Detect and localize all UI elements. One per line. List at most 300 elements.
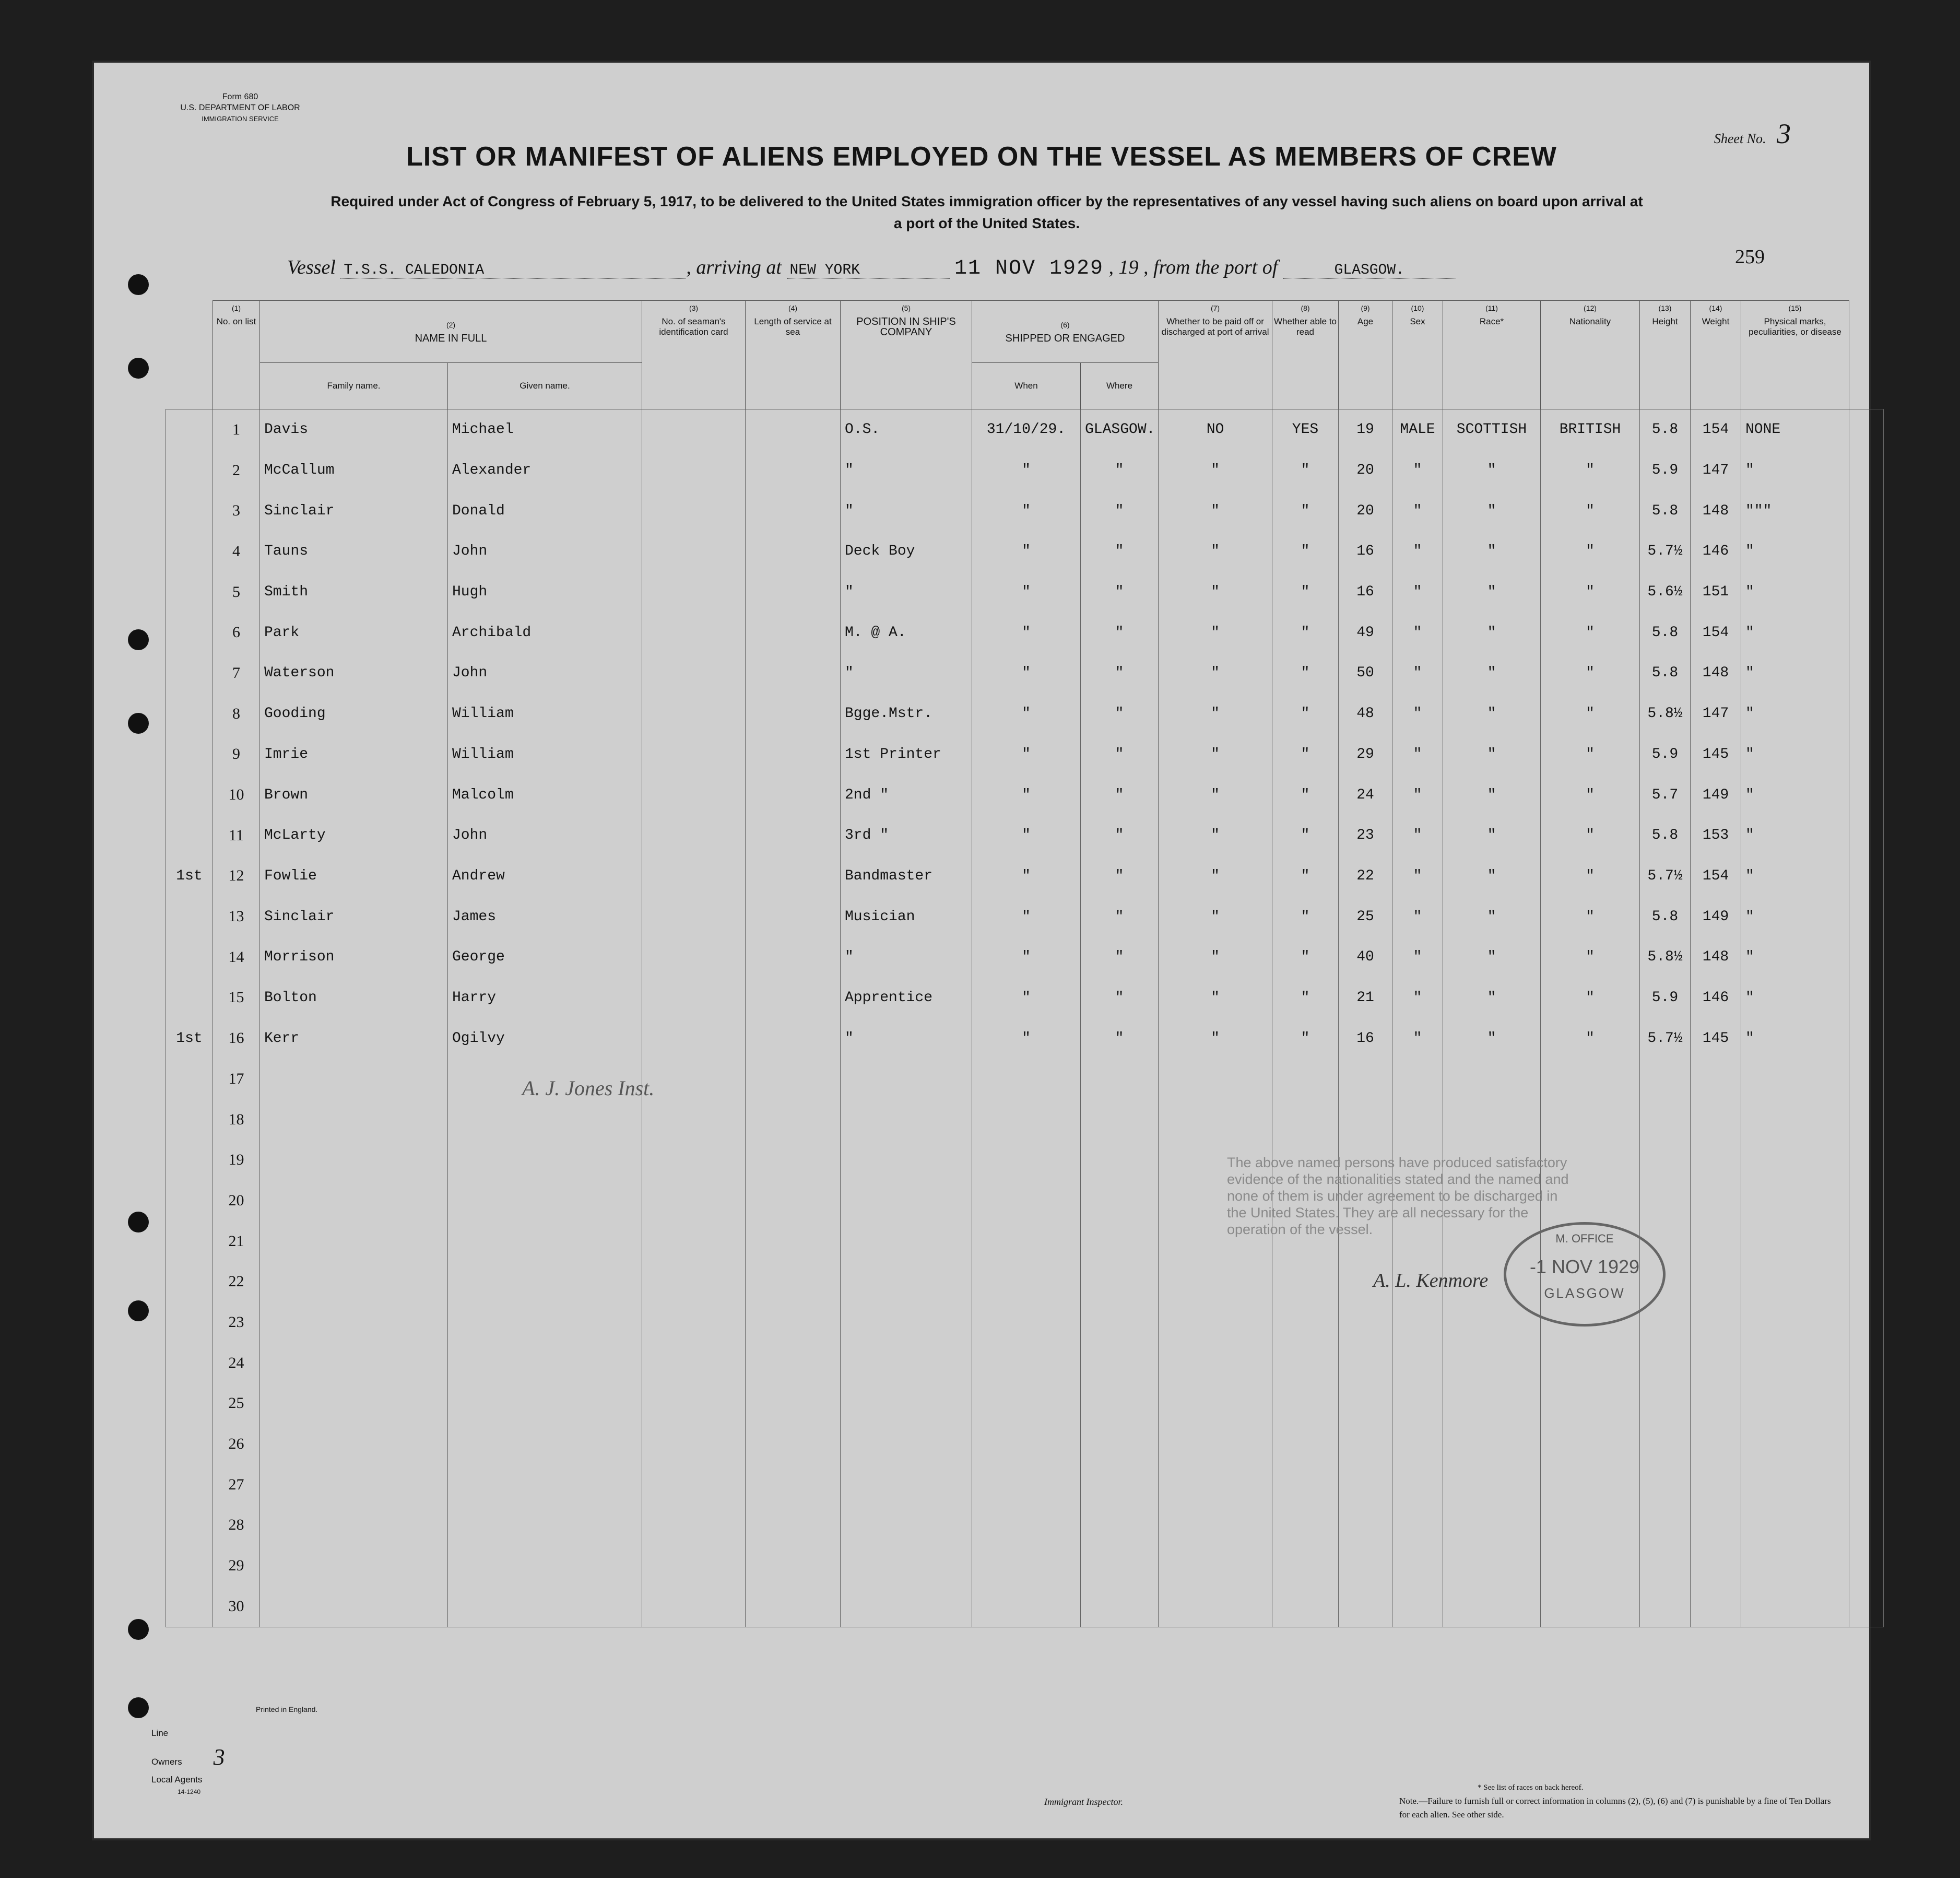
cell-marks: NONE [1741,409,1849,450]
cell-read: " [1272,937,1339,978]
cell-where [1081,1261,1159,1302]
cell-height [1640,1180,1691,1221]
cell-read: " [1272,734,1339,775]
cell-note: 1st [166,1018,213,1059]
cell-marks [1741,1545,1849,1586]
cell-nationality [1541,1099,1640,1140]
cell-read [1272,1424,1339,1464]
cell-blank [1849,1059,1884,1099]
page-number: 259 [1735,246,1765,268]
certification-text: The above named persons have produced satisfactory evidence of the nationalities stated and the named and none of them is under agreement to be discharged in the United States. They are all necessary for the operation of the vessel. [1227,1155,1569,1237]
cell-paid: " [1159,612,1272,653]
cell-family [260,1343,448,1383]
cell-where [1081,1464,1159,1505]
cell-svc [746,1099,841,1140]
cell-age [1339,1545,1392,1586]
cell-read [1272,1099,1339,1140]
cell-marks: " [1741,653,1849,694]
cell-given [448,1424,642,1464]
cell-height: 5.7½ [1640,856,1691,897]
cell-when: " [972,774,1081,815]
cell-svc [746,815,841,856]
cell-position [841,1343,972,1383]
cell-family [260,1099,448,1140]
cell-where: " [1081,612,1159,653]
table-row [166,531,1884,572]
cell-height [1640,1464,1691,1505]
table-row-empty [166,1099,1884,1140]
agents-code: 14-1240 [178,1788,201,1795]
cell-where: " [1081,978,1159,1018]
cell-note [166,1424,213,1464]
cell-when [972,1545,1081,1586]
cell-age: 50 [1339,653,1392,694]
cell-read: " [1272,450,1339,491]
cell-position [841,1505,972,1546]
cell-age: 24 [1339,774,1392,815]
cell-weight: 154 [1691,856,1741,897]
cell-height: 5.8½ [1640,694,1691,734]
cell-weight: 148 [1691,937,1741,978]
cell-note: 1st [166,856,213,897]
cell-blank [1849,1424,1884,1464]
page-subtitle: Required under Act of Congress of February 5, 1917, to be delivered to the United States immigration officer by the representatives of any vessel having such aliens on board upon arrival at a port of the United States. [330,193,1643,231]
cell-race: " [1443,653,1541,694]
cell-card [642,653,746,694]
cell-card [642,734,746,775]
table-row-empty [166,1424,1884,1464]
table-row-empty [166,1180,1884,1221]
cell-no: 29 [213,1545,260,1586]
cell-when: " [972,1018,1081,1059]
cell-family: Bolton [260,978,448,1018]
cell-card [642,937,746,978]
cell-family: Tauns [260,531,448,572]
cell-no: 23 [213,1302,260,1343]
cell-height: 5.8 [1640,612,1691,653]
cell-svc [746,774,841,815]
cell-race [1443,1424,1541,1464]
printed-in: Printed in England. [256,1705,318,1713]
cell-card [642,1140,746,1180]
cell-no: 21 [213,1221,260,1262]
cell-weight: 145 [1691,734,1741,775]
cell-blank [1849,1180,1884,1221]
cell-card [642,1018,746,1059]
binder-hole [128,713,149,734]
table-row-empty [166,1140,1884,1180]
cell-when [972,1586,1081,1627]
cell-no: 9 [213,734,260,775]
table-row [166,694,1884,734]
cell-when: " [972,734,1081,775]
cell-age: 29 [1339,734,1392,775]
cell-height: 5.9 [1640,978,1691,1018]
cell-given: Hugh [448,572,642,613]
cell-given: Donald [448,490,642,531]
cell-weight: 147 [1691,450,1741,491]
cell-where: " [1081,734,1159,775]
cell-where: " [1081,572,1159,613]
inspector-signature: A. J. Jones Inst. [522,1076,655,1100]
cell-no: 6 [213,612,260,653]
table-row [166,612,1884,653]
cell-sex [1392,1505,1443,1546]
inspector-label: Immigrant Inspector. [1044,1797,1123,1807]
table-row [166,572,1884,613]
cell-no: 2 [213,450,260,491]
cell-paid: " [1159,694,1272,734]
cell-marks [1741,1383,1849,1424]
arrival-port: NEW YORK [787,262,950,279]
cell-read: " [1272,531,1339,572]
cell-family: Morrison [260,937,448,978]
footnotes [1399,1781,1843,1822]
cell-position: " [841,1018,972,1059]
cell-no: 4 [213,531,260,572]
cell-race [1443,1343,1541,1383]
cell-note [166,1586,213,1627]
cell-age [1339,1059,1392,1099]
cell-weight [1691,1464,1741,1505]
cell-read [1272,1505,1339,1546]
binder-hole [128,1212,149,1233]
cell-no: 18 [213,1099,260,1140]
cell-position [841,1464,972,1505]
cell-family: Kerr [260,1018,448,1059]
cell-card [642,1586,746,1627]
cell-position [841,1261,972,1302]
cell-nationality: " [1541,694,1640,734]
cell-nationality [1541,1586,1640,1627]
cell-sex: " [1392,450,1443,491]
cell-note [166,1505,213,1546]
cell-height: 5.7½ [1640,531,1691,572]
cell-read: YES [1272,409,1339,450]
cell-paid: " [1159,815,1272,856]
footer-left [151,1697,317,1798]
cell-race [1443,1099,1541,1140]
cell-blank [1849,856,1884,897]
cell-paid [1159,1343,1272,1383]
cell-svc [746,1343,841,1383]
cell-marks: " [1741,572,1849,613]
cell-marks [1741,1180,1849,1221]
cell-where [1081,1180,1159,1221]
cell-age: 19 [1339,409,1392,450]
cell-where: " [1081,490,1159,531]
table-row-empty [166,1059,1884,1099]
table-row-empty [166,1343,1884,1383]
cell-svc [746,856,841,897]
cell-where [1081,1140,1159,1180]
cell-when: " [972,653,1081,694]
cell-age: 16 [1339,531,1392,572]
cell-sex: " [1392,774,1443,815]
cell-nationality: " [1541,978,1640,1018]
cell-when: " [972,450,1081,491]
cell-paid [1159,1505,1272,1546]
cell-when [972,1099,1081,1140]
cell-family [260,1180,448,1221]
cell-marks: " [1741,734,1849,775]
cell-position [841,1545,972,1586]
service: IMMIGRATION SERVICE [202,115,279,123]
cell-where [1081,1383,1159,1424]
cell-svc [746,1140,841,1180]
table-row [166,409,1884,450]
cell-age [1339,1505,1392,1546]
cell-paid: " [1159,896,1272,937]
cell-sex: " [1392,937,1443,978]
cell-where [1081,1099,1159,1140]
agents-label: Local Agents [151,1775,203,1785]
cell-when [972,1221,1081,1262]
cell-card [642,815,746,856]
cell-position: 3rd " [841,815,972,856]
cell-age [1339,1383,1392,1424]
cell-position [841,1140,972,1180]
glasgow-office-stamp [1504,1222,1666,1327]
cell-svc [746,896,841,937]
cell-sex: " [1392,856,1443,897]
cell-svc [746,1180,841,1221]
cell-no: 30 [213,1586,260,1627]
col-shipped-header: (6) SHIPPED OR ENGAGED [972,301,1159,363]
col-family-name-header: Family name. [260,363,448,409]
cell-note [166,694,213,734]
cell-weight [1691,1261,1741,1302]
cell-blank [1849,978,1884,1018]
cell-card [642,572,746,613]
binder-hole [128,1697,149,1718]
cell-when [972,1424,1081,1464]
cell-svc [746,1464,841,1505]
cell-sex: " [1392,694,1443,734]
cell-height: 5.9 [1640,450,1691,491]
cell-race: " [1443,978,1541,1018]
cell-read: " [1272,774,1339,815]
cell-where: " [1081,856,1159,897]
cell-given [448,1261,642,1302]
cell-weight: 154 [1691,409,1741,450]
cell-note [166,1545,213,1586]
cell-given: John [448,531,642,572]
cell-sex: " [1392,572,1443,613]
cell-paid [1159,1383,1272,1424]
cell-when [972,1140,1081,1180]
cell-given: Ogilvy [448,1018,642,1059]
cell-family [260,1261,448,1302]
form-header [162,91,318,124]
cell-given: George [448,937,642,978]
cell-age [1339,1586,1392,1627]
cell-card [642,856,746,897]
cell-sex: " [1392,612,1443,653]
cell-position: " [841,653,972,694]
cell-sex: " [1392,490,1443,531]
cell-weight [1691,1302,1741,1343]
cell-position [841,1302,972,1343]
cell-race: " [1443,856,1541,897]
cell-svc [746,653,841,694]
cell-race [1443,1464,1541,1505]
cell-weight [1691,1343,1741,1383]
cell-weight: 145 [1691,1018,1741,1059]
cell-nationality: " [1541,937,1640,978]
cell-weight [1691,1424,1741,1464]
cell-card [642,490,746,531]
vessel-name: T.S.S. CALEDONIA [340,262,686,279]
cell-race: " [1443,612,1541,653]
cell-where [1081,1586,1159,1627]
cell-read: " [1272,1018,1339,1059]
cell-age [1339,1099,1392,1140]
cell-svc [746,531,841,572]
cell-given [448,1586,642,1627]
cell-marks [1741,1221,1849,1262]
cell-svc [746,694,841,734]
col-name-header: (2) NAME IN FULL [260,301,642,363]
cell-height [1640,1140,1691,1180]
cell-marks: " [1741,896,1849,937]
cell-where [1081,1221,1159,1262]
cell-race [1443,1505,1541,1546]
cell-when: " [972,937,1081,978]
cell-blank [1849,1140,1884,1180]
cell-where: " [1081,450,1159,491]
cell-blank [1849,450,1884,491]
cell-family [260,1140,448,1180]
cell-sex: " [1392,1018,1443,1059]
cell-marks: " [1741,694,1849,734]
cell-read: " [1272,896,1339,937]
cell-no: 24 [213,1343,260,1383]
cell-card [642,450,746,491]
cell-sex: " [1392,815,1443,856]
cell-no: 16 [213,1018,260,1059]
cell-weight [1691,1505,1741,1546]
cell-paid: " [1159,937,1272,978]
cell-where: " [1081,1018,1159,1059]
cell-blank [1849,1586,1884,1627]
cell-height: 5.8 [1640,896,1691,937]
cell-given: William [448,734,642,775]
cell-family [260,1383,448,1424]
cell-family: Imrie [260,734,448,775]
cell-position: Apprentice [841,978,972,1018]
owners-label: Owners [151,1757,182,1767]
cell-when [972,1383,1081,1424]
cell-blank [1849,1099,1884,1140]
cell-no: 14 [213,937,260,978]
col-height-header: (13) Height [1640,301,1691,409]
cell-svc [746,490,841,531]
cell-age [1339,1302,1392,1343]
cell-family: Sinclair [260,896,448,937]
cell-no: 5 [213,572,260,613]
cell-height [1640,1505,1691,1546]
cell-where: " [1081,815,1159,856]
cell-age: 16 [1339,1018,1392,1059]
cell-when [972,1261,1081,1302]
cell-position [841,1424,972,1464]
cell-blank [1849,490,1884,531]
cell-family: McLarty [260,815,448,856]
cell-paid: NO [1159,409,1272,450]
cell-note [166,1221,213,1262]
cell-read: " [1272,856,1339,897]
cell-age: 20 [1339,450,1392,491]
cell-given: William [448,694,642,734]
cell-where [1081,1059,1159,1099]
cell-sex: " [1392,734,1443,775]
table-row [166,978,1884,1018]
cell-given: Alexander [448,450,642,491]
cell-blank [1849,937,1884,978]
cell-no: 28 [213,1505,260,1546]
cell-svc [746,978,841,1018]
cell-sex [1392,1099,1443,1140]
cell-read [1272,1302,1339,1343]
cell-note [166,815,213,856]
cell-position [841,1180,972,1221]
cell-note [166,1140,213,1180]
cell-no: 25 [213,1383,260,1424]
cell-age: 23 [1339,815,1392,856]
cell-family [260,1059,448,1099]
cell-position: " [841,937,972,978]
cell-marks: " [1741,612,1849,653]
crew-manifest-table [166,300,1884,1627]
cell-paid [1159,1261,1272,1302]
year-label: , 19 [1108,256,1139,278]
cell-no: 22 [213,1261,260,1302]
cell-given [448,1302,642,1343]
sheet-label: Sheet No. [1714,131,1766,146]
cell-card [642,1180,746,1221]
cell-note [166,409,213,450]
cell-position: " [841,490,972,531]
cell-where [1081,1424,1159,1464]
cell-paid: " [1159,572,1272,613]
cell-race: " [1443,531,1541,572]
cell-marks [1741,1424,1849,1464]
cell-blank [1849,774,1884,815]
cell-weight [1691,1586,1741,1627]
cell-nationality [1541,1383,1640,1424]
col-marks-header: (15) Physical marks, peculiarities, or disease [1741,301,1849,409]
cell-marks: " [1741,937,1849,978]
cell-card [642,978,746,1018]
cell-no: 12 [213,856,260,897]
cell-weight [1691,1140,1741,1180]
cell-family: Sinclair [260,490,448,531]
cell-where [1081,1505,1159,1546]
cell-nationality: BRITISH [1541,409,1640,450]
cell-sex [1392,1383,1443,1424]
cell-family: Smith [260,572,448,613]
cell-no: 26 [213,1424,260,1464]
cell-blank [1849,1018,1884,1059]
cell-weight: 146 [1691,978,1741,1018]
cell-svc [746,1302,841,1343]
cell-paid: " [1159,856,1272,897]
cell-nationality: " [1541,896,1640,937]
sheet-value: 3 [1777,118,1791,149]
stamp-bottom: GLASGOW [1544,1285,1625,1301]
cell-paid [1159,1059,1272,1099]
